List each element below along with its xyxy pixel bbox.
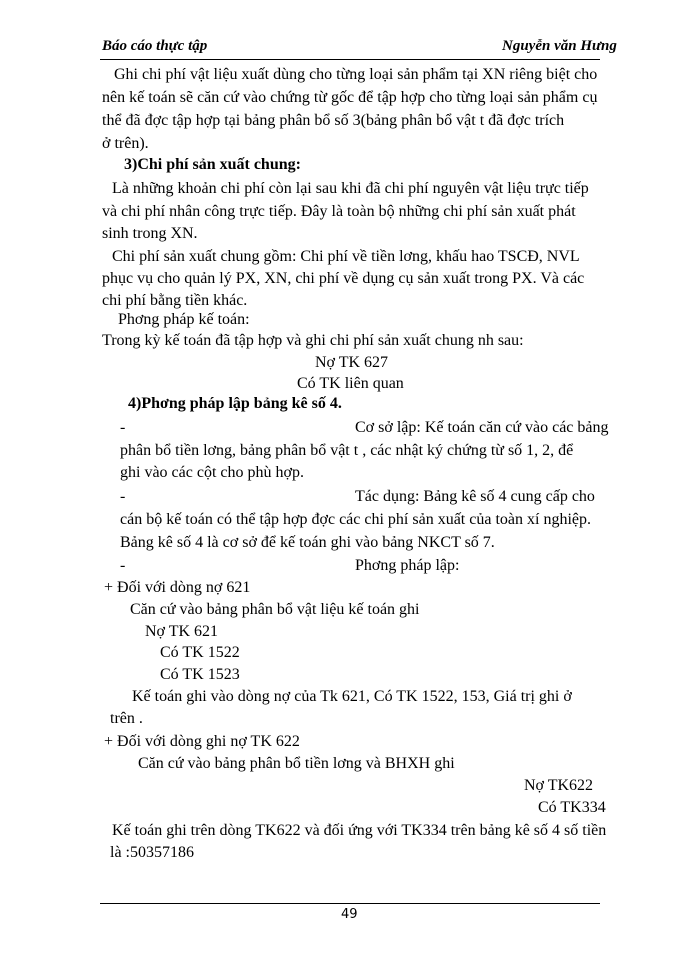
text-line: Có TK liên quan	[297, 375, 404, 392]
text-line: Là những khoản chi phí còn lại sau khi đã chi phí nguyên vật liệu trực tiếp	[112, 180, 589, 197]
text-line: ghi vào các cột cho phù hợp.	[120, 464, 304, 481]
text-line: Căn cứ vào bảng phân bổ vật liệu kế toán ghi	[130, 601, 420, 618]
text-line: nên kế toán sẽ căn cứ vào chứng từ gốc để tập hợp cho từng loại sản phẩm cụ	[102, 89, 598, 106]
text-line: Bảng kê số 4 là cơ sở để kế toán ghi vào bảng NKCT số 7.	[120, 534, 495, 551]
text-line: Cơ sở lập: Kế toán căn cứ vào các bảng	[355, 419, 609, 436]
footer-rule	[100, 903, 600, 904]
text-line: Nợ TK 627	[315, 354, 389, 371]
text-line: Trong kỳ kế toán đã tập hợp và ghi chi phí sản xuất chung nh sau:	[102, 332, 524, 349]
text-line: là :50357186	[110, 844, 194, 861]
bullet-dash: -	[120, 557, 126, 574]
text-line: Chi phí sản xuất chung gồm: Chi phí về tiền lơng, khấu hao TSCĐ, NVL	[112, 248, 580, 265]
text-line: Kế toán ghi trên dòng TK622 và đối ứng với TK334 trên bảng kê số 4 số tiền	[112, 822, 607, 839]
text-line: Có TK 1523	[160, 666, 240, 683]
bullet-dash: -	[120, 488, 126, 505]
text-line: trên .	[110, 710, 143, 727]
text-line: Kế toán ghi vào dòng nợ của Tk 621, Có TK 1522, 153, Giá trị ghi ở	[132, 688, 572, 705]
section-heading: 3)Chi phí sản xuất chung:	[124, 156, 301, 173]
text-line: phân bổ tiền lơng, bảng phân bổ vật t , các nhật ký chứng từ số 1, 2, để	[120, 442, 574, 459]
text-line: sinh trong XN.	[102, 225, 198, 242]
text-line: Phơng pháp lập:	[355, 557, 460, 574]
text-line: Căn cứ vào bảng phân bổ tiền lơng và BHXH ghi	[138, 755, 455, 772]
page-number: 49	[341, 907, 358, 922]
text-line: Tác dụng: Bảng kê số 4 cung cấp cho	[355, 488, 595, 505]
header-rule	[100, 59, 600, 60]
text-line: và chi phí nhân công trực tiếp. Đây là toàn bộ những chi phí sản xuất phát	[102, 203, 576, 220]
text-line: Nợ TK622	[524, 777, 594, 794]
text-line: Có TK 1522	[160, 644, 240, 661]
text-line: + Đối với dòng nợ 621	[104, 579, 251, 596]
bullet-dash: -	[120, 419, 126, 436]
text-line: Có TK334	[538, 799, 606, 816]
text-line: Nợ TK 621	[145, 623, 219, 640]
text-line: Phơng pháp kế toán:	[118, 311, 250, 328]
section-heading: 4)Phơng pháp lập bảng kê số 4.	[128, 395, 342, 412]
text-line: Ghi chi phí vật liệu xuất dùng cho từng loại sản phẩm tại XN riêng biệt cho	[114, 66, 598, 83]
text-line: thể đã đợc tập hợp tại bảng phân bổ số 3(bảng phân bổ vật t đã đợc trích	[102, 112, 565, 129]
text-line: phục vụ cho quản lý PX, XN, chi phí về dụng cụ sản xuất trong PX. Và các	[102, 270, 585, 287]
header-right: Nguyễn văn Hưng	[502, 38, 617, 54]
text-line: cán bộ kế toán có thể tập hợp đợc các chi phí sản xuất của toàn xí nghiệp.	[120, 511, 591, 528]
text-line: + Đối với dòng ghi nợ TK 622	[104, 733, 300, 750]
text-line: ở trên).	[102, 135, 149, 152]
text-line: chi phí bằng tiền khác.	[102, 292, 248, 309]
header-left: Báo cáo thực tập	[102, 38, 208, 54]
